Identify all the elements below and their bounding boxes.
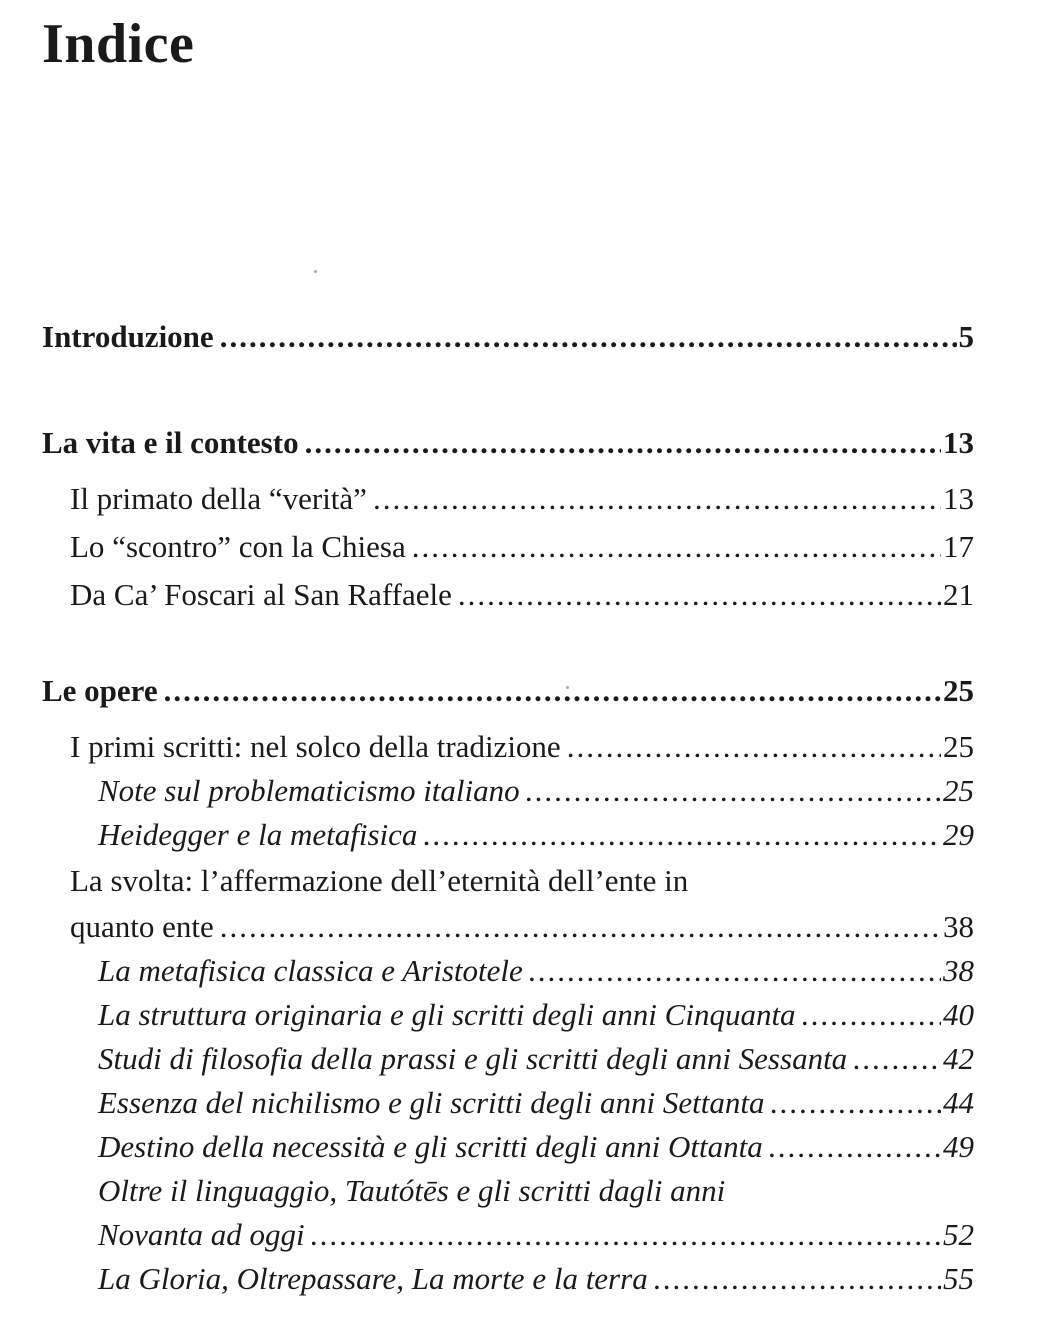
toc-entry-le-opere[interactable] [42,672,974,709]
toc-page-number: 42 [943,1041,974,1076]
leader-dots [305,424,941,461]
toc-entry-la-struttura-originaria[interactable] [98,996,974,1033]
leader-dots [412,528,941,565]
leader-dots [526,772,941,809]
toc-page-number: 25 [943,773,974,808]
toc-entry-la-svolta-line1[interactable]: La svolta: l’affermazione dell’eternità dell’ente in [70,863,689,898]
leader-dots [802,996,941,1033]
toc-page-number: 25 [943,729,974,764]
toc-entry-label: Introduzione [42,319,214,354]
toc-entry-la-vita-e-il-contesto[interactable] [42,424,974,461]
toc-page-number: 21 [943,577,974,612]
toc-entry-studi-di-filosofia[interactable] [98,1040,974,1077]
toc-entry-da-ca-foscari[interactable] [70,576,974,613]
toc-entry-label: La vita e il contesto [42,425,299,460]
toc-entry-label: La metafisica classica e Aristotele [98,953,523,988]
toc-entry-la-metafisica-classica[interactable] [98,952,974,989]
leader-dots [529,952,941,989]
paper-speck [566,686,569,689]
toc-entry-label: Da Ca’ Foscari al San Raffaele [70,577,452,612]
toc-entry-oltre-il-linguaggio-line1[interactable]: Oltre il linguaggio, Tautótēs e gli scritti dagli anni [98,1173,726,1208]
toc-entry-note-sul-problematicismo[interactable] [98,772,974,809]
toc-entry-label: La Gloria, Oltrepassare, La morte e la terra [98,1261,648,1296]
toc-entry-label: Novanta ad oggi [98,1217,305,1252]
toc-page-number: 38 [943,953,974,988]
toc-entry-label: Il primato della “verità” [70,481,367,516]
toc-entry-label: Destino della necessità e gli scritti degli anni Ottanta [98,1129,763,1164]
toc-page-number: 44 [943,1085,974,1120]
paper-speck [314,270,317,273]
toc-page-number: 49 [943,1129,974,1164]
toc-entry-label: Studi di filosofia della prassi e gli scritti degli anni Sessanta [98,1041,848,1076]
leader-dots [373,480,941,517]
leader-dots [220,908,941,945]
toc-page-number: 25 [943,673,974,708]
leader-dots [567,728,941,765]
toc-entry-label: Note sul problematicismo italiano [98,773,520,808]
toc-entry-label: Heidegger e la metafisica [98,817,418,852]
toc-entry-label: Le opere [42,673,158,708]
toc-entry-label: I primi scritti: nel solco della tradizione [70,729,561,764]
leader-dots [220,318,957,355]
page-title: Indice [42,13,195,75]
toc-entry-label: Lo “scontro” con la Chiesa [70,529,406,564]
toc-page-number: 38 [943,909,974,944]
toc-entry-la-svolta[interactable] [70,908,974,945]
toc-entry-i-primi-scritti[interactable] [70,728,974,765]
toc-entry-label: quanto ente [70,909,214,944]
leader-dots [311,1216,941,1253]
toc-entry-heidegger-e-la-metafisica[interactable] [98,816,974,853]
leader-dots [853,1040,941,1077]
toc-page-number: 40 [943,997,974,1032]
toc-entry-label: La struttura originaria e gli scritti degli anni Cinquanta [98,997,796,1032]
toc-entry-destino-della-necessita[interactable] [98,1128,974,1165]
leader-dots [769,1128,941,1165]
leader-dots [770,1084,941,1121]
toc-entry-il-primato-della-verita[interactable] [70,480,974,517]
toc-page-number: 5 [958,319,974,354]
toc-page-number: 52 [943,1217,974,1252]
toc-entry-essenza-del-nichilismo[interactable] [98,1084,974,1121]
leader-dots [164,672,941,709]
toc-page-number: 17 [943,529,974,564]
toc-page-number: 13 [943,425,974,460]
toc-entry-lo-scontro-con-la-chiesa[interactable] [70,528,974,565]
toc-page-number: 29 [943,817,974,852]
toc-page-number: 55 [943,1261,974,1296]
leader-dots [654,1260,941,1297]
toc-entry-oltre-il-linguaggio[interactable] [98,1216,974,1253]
toc-entry-la-gloria[interactable] [98,1260,974,1297]
toc-entry-introduzione[interactable] [42,318,974,355]
leader-dots [423,816,941,853]
toc-page-number: 13 [943,481,974,516]
toc-entry-label: Essenza del nichilismo e gli scritti degli anni Settanta [98,1085,765,1120]
leader-dots [458,576,941,613]
